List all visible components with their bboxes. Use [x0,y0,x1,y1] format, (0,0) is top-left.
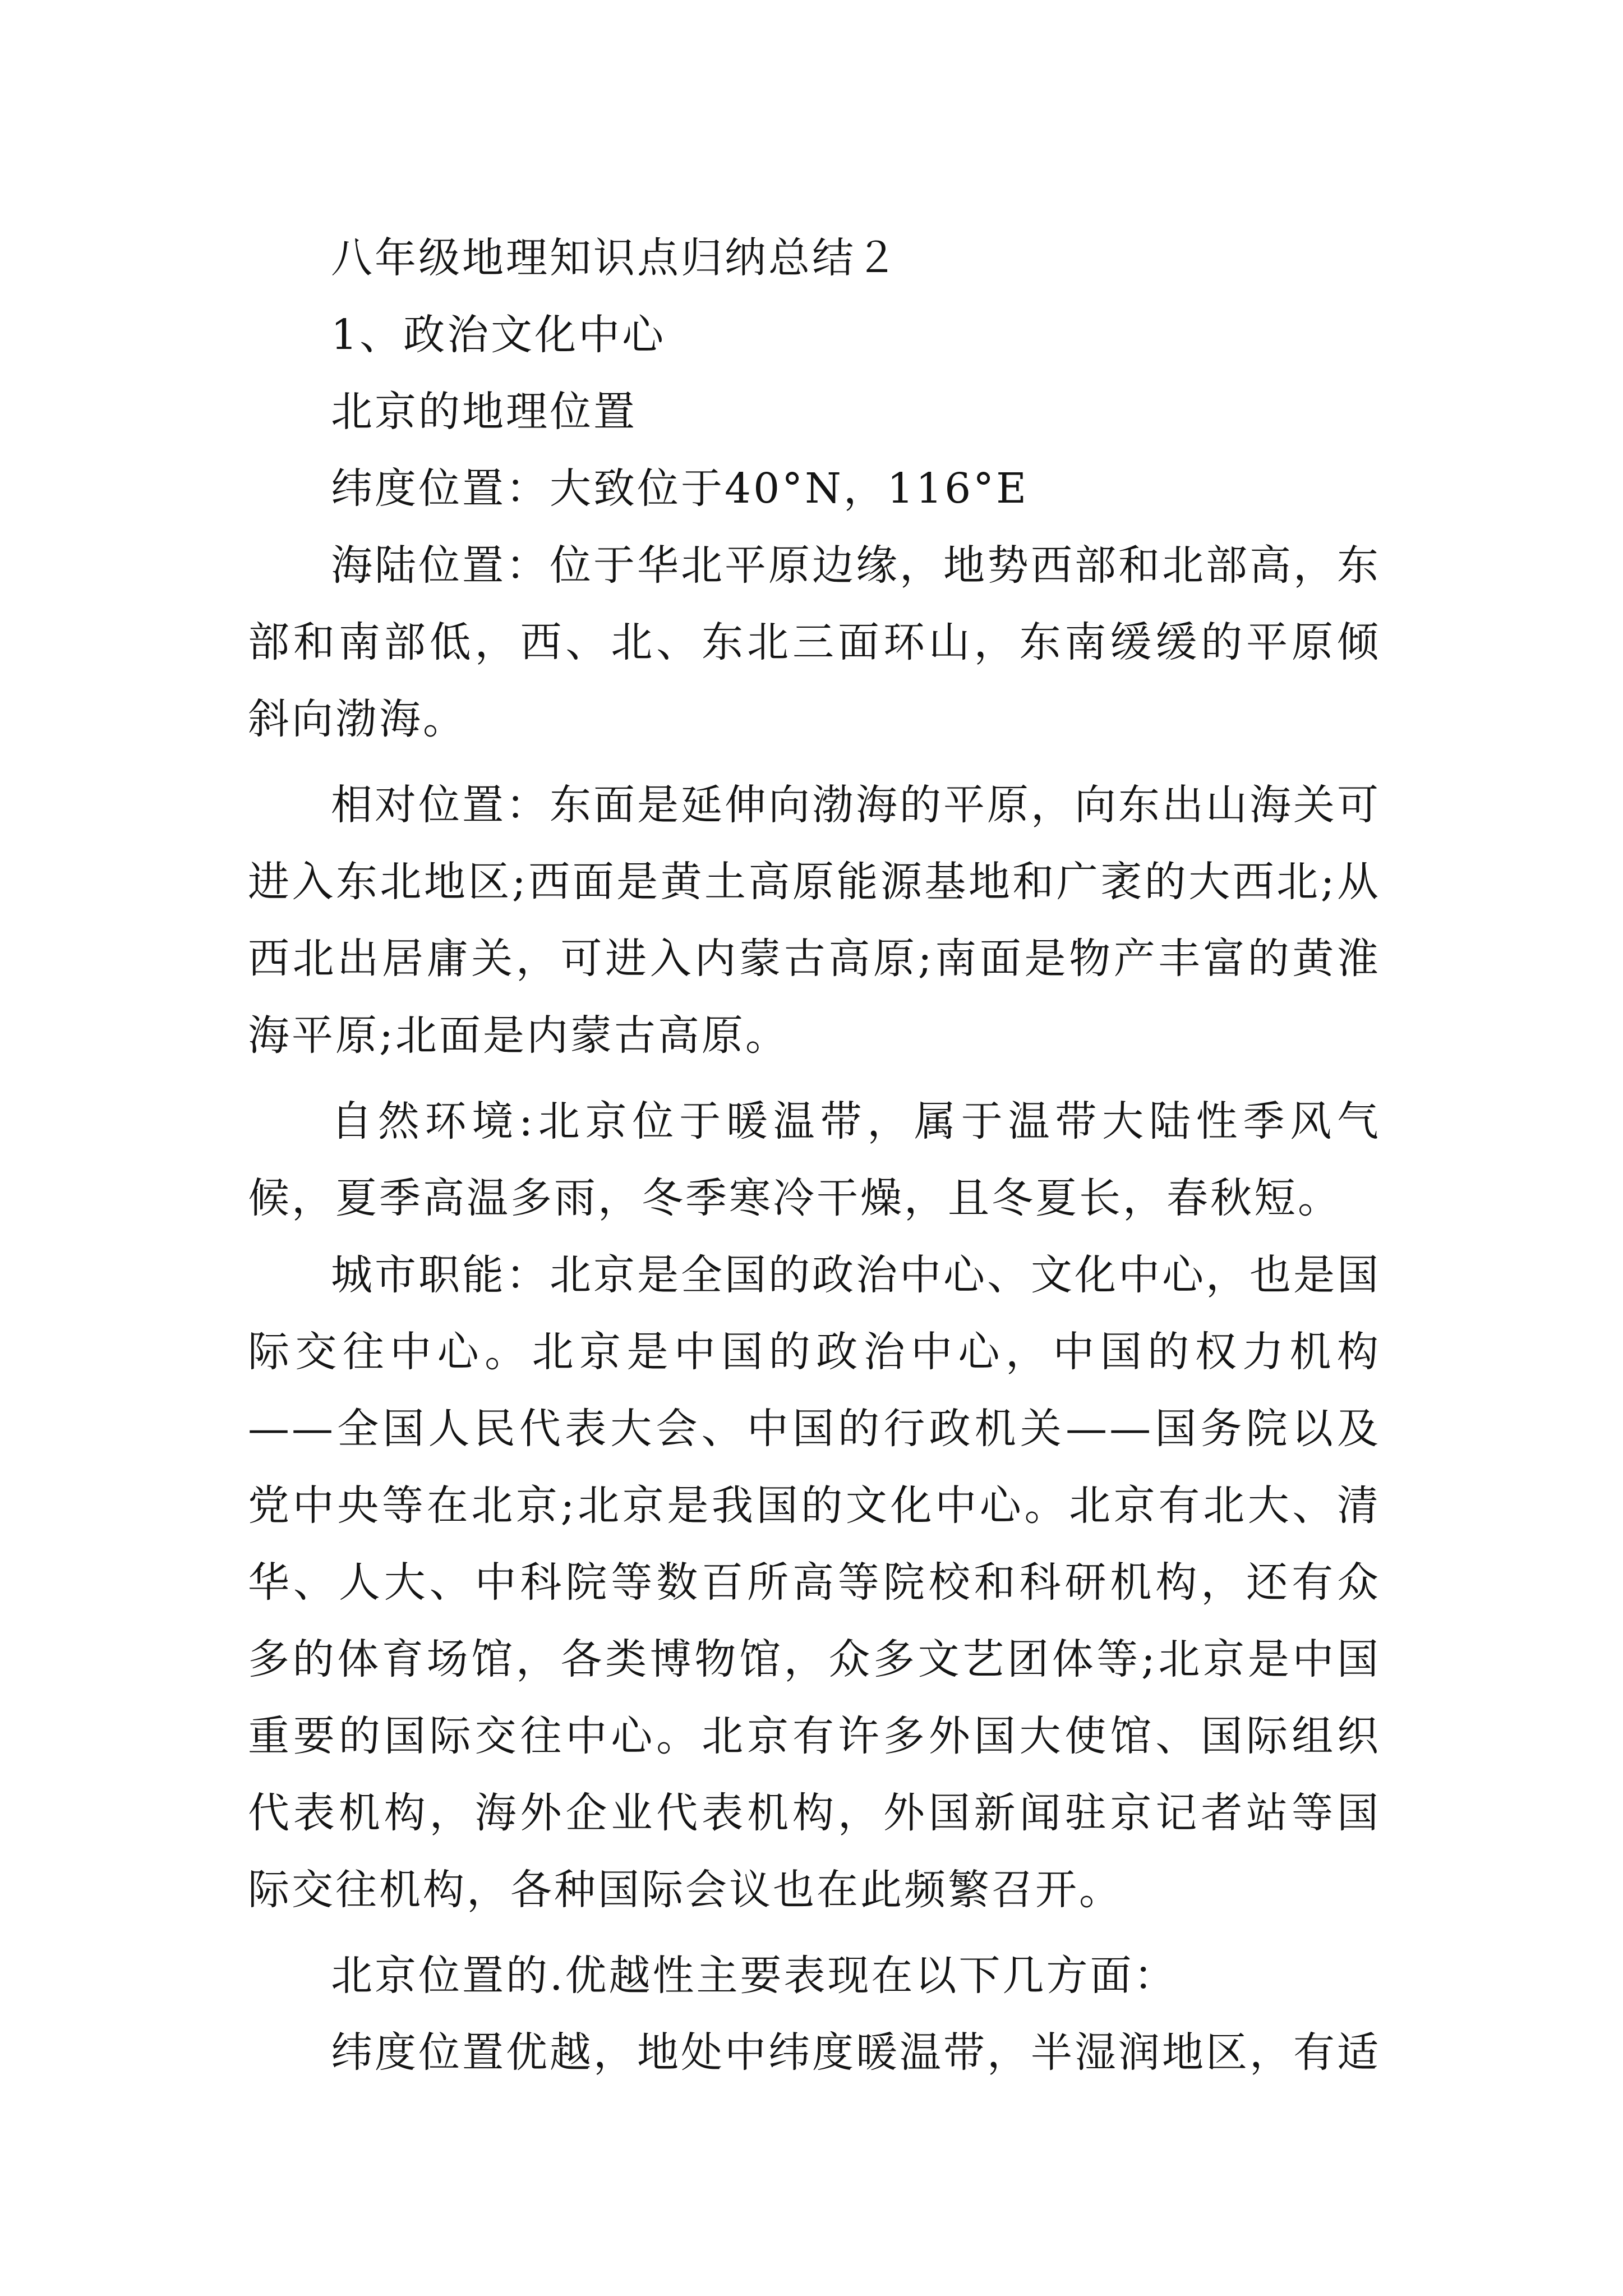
subheading: 北京的地理位置 [331,388,637,436]
document-body [248,220,1381,2091]
document-title: 八年级地理知识点归纳总结２ [331,234,900,282]
section-heading: 1、政治文化中心 [331,311,666,359]
paragraph-advantages-intro: 北京位置的.优越性主要表现在以下几方面： [331,1952,1178,2000]
paragraph-natural-environment: 自然环境:北京位于暖温带，属于温带大陆性季风气候，夏季高温多雨，冬季寒冷干燥，且冬夏长，春秋短。 [248,1097,1381,1222]
paragraph-relative-position: 相对位置：东面是延伸向渤海的平原，向东出山海关可进入东北地区;西面是黄土高原能源基地和广袤的大西北;从西北出居庸关，可进入内蒙古高原;南面是物产丰富的黄淮海平原;北面是内蒙古高原。 [248,781,1381,1060]
paragraph-latitude-advantage: 纬度位置优越，地处中纬度暖温带，半湿润地区，有适 [331,2028,1381,2077]
paragraph-city-functions: 城市职能：北京是全国的政治中心、文化中心，也是国际交往中心。北京是中国的政治中心，中国的权力机构——全国人民代表大会、中国的行政机关——国务院以及党中央等在北京;北京是我国的文化中心。北京有北大、清华、人大、中科院等数百所高等院校和科研机构，还有众多的体育场馆，各类博物馆，众多文艺团体等;北京是中国重要的国际交往中心。北京有许多外国大使馆、国际组织代表机构，海外企业代表机构，外国新闻驻京记者站等国际交往机构，各种国际会议也在此频繁召开。 [248,1251,1381,1914]
paragraph-sea-land-position: 海陆位置：位于华北平原边缘，地势西部和北部高，东部和南部低，西、北、东北三面环山，东南缓缓的平原倾斜向渤海。 [248,541,1381,743]
paragraph-latitude: 纬度位置：大致位于40°N，116°E [331,464,1029,513]
